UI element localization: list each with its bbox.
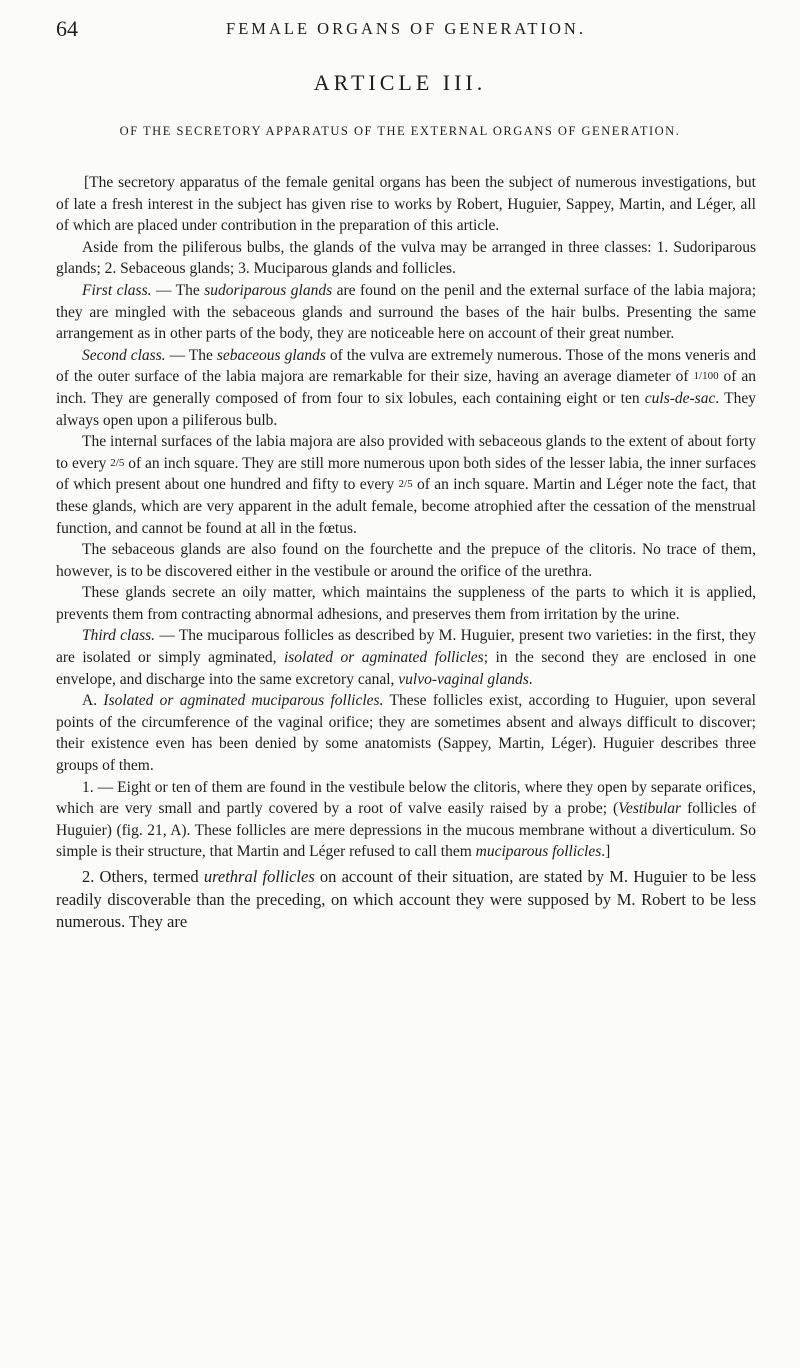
article-heading: ARTICLE III. — [313, 70, 487, 95]
culs-de-sac-term: culs-de-sac — [644, 389, 716, 407]
sebaceous-term: sebaceous glands — [216, 346, 326, 364]
paragraph-text: of the vulva are extremely numerous. Those of the mons veneris and of the outer surface of the labia majora are remarkable for their size, having an average diameter of — [56, 346, 757, 386]
page-number: 64 — [56, 16, 78, 41]
paragraph-urethral — [56, 866, 756, 934]
paragraph-vestibular — [56, 777, 756, 863]
paragraph-text: follicles of Huguier) (fig. 21, A). These follicles are mere depressions in the mucous membrane without a diverticulum. So simple is their structure, that Martin and Léger refused to call them — [56, 800, 757, 861]
paragraph-secretion: These glands secrete an oily matter, which maintains the suppleness of the parts to which it is applied, prevents them from contracting abnormal adhesions, and preserves them from irritation by the urine. — [56, 584, 756, 623]
second-class-label: Second class. — [82, 346, 166, 364]
section-a-title: Isolated or agminated muciparous follicles. — [103, 692, 384, 710]
paragraph-text: of an inch. They are generally composed of from four to six lobules, each containing eight or ten — [56, 368, 756, 407]
paragraph-text: . — [528, 670, 533, 688]
paragraph-text: of an inch square. They are still more numerous upon both sides of the lesser labia, the inner surfaces of which present about one hundred and fifty to every — [56, 454, 756, 494]
article-body — [56, 172, 756, 934]
article-subheading: OF THE SECRETORY APPARATUS OF THE EXTERNAL ORGANS OF GENERATION. — [119, 124, 681, 138]
dash-text: — The — [151, 281, 205, 299]
running-title: FEMALE ORGANS OF GENERATION. — [226, 19, 586, 38]
vulvo-vaginal-term: vulvo-vaginal glands — [398, 670, 529, 688]
third-class-label: Third class. — [82, 627, 156, 645]
paragraph-third-class — [56, 625, 756, 690]
paragraph-text: on account of their situation, are stated by M. Huguier to be less readily discoverable than the preceding, on which account they were supposed by M. Robert to be less numerous. They are — [56, 867, 756, 931]
paragraph-text: of an inch square. Martin and Léger note the fact, that these glands, which are very apparent in the adult female, become atrophied after the cessation of the menstrual function, and cannot be found at all in the fœtus. — [56, 476, 756, 537]
paragraph-internal-surfaces — [56, 431, 756, 539]
muciparous-term: muciparous follicles — [475, 843, 602, 861]
paragraph-first-class — [56, 280, 756, 345]
paragraph-fourchette: The sebaceous glands are also found on the fourchette and the prepuce of the clitoris. No trace of them, however, is to be discovered either in the vestibule or around the orifice of the urethra. — [56, 541, 756, 580]
urethral-term: urethral follicles — [203, 867, 315, 886]
paragraph-text: are found on the penil and the external surface of the labia majora; they are mingled with the sebaceous glands and surround the bases of the hair bulbs. Presenting the same arrangement as in other parts of the body, they are noticeable here on account of their great number. — [56, 281, 756, 343]
paragraph-text: The internal surfaces of the labia majora are also provided with sebaceous glands to the extent of about forty to every — [56, 433, 756, 472]
paragraph-second-class — [56, 345, 756, 431]
first-class-label: First class. — [82, 281, 152, 299]
vestibular-term: Vestibular — [618, 800, 682, 818]
paragraph-intro: [The secretory apparatus of the female genital organs has been the subject of numerous investigations, but of late a fresh interest in the subject has given rise to works by Robert, Huguier, Sappey, Martin, and Léger, all of which are placed under contribution in the preparation of this article. — [56, 174, 756, 235]
paragraph-text: . They always open upon a piliferous bulb. — [56, 389, 756, 429]
paragraph-section-a — [56, 690, 756, 776]
fraction: 1/100 — [693, 370, 719, 383]
isolated-term: isolated or agminated follicles — [283, 649, 484, 667]
paragraph-text: .] — [601, 843, 611, 861]
paragraph-text: These follicles exist, according to Huguier, upon several points of the circumference of the vaginal orifice; they are sometimes absent and always difficult to discover; their existence even has been denied by some anatomists (Sappey, Martin, Léger). Huguier describes three groups of them. — [56, 692, 756, 775]
section-a-label: A. — [82, 692, 104, 710]
fraction: 2/5 — [398, 478, 413, 491]
fraction: 2/5 — [110, 456, 125, 469]
dash-text: — The — [165, 346, 217, 364]
paragraph-text: 2. Others, termed — [82, 867, 204, 886]
sudoriparous-term: sudoriparous glands — [204, 281, 333, 299]
running-head — [56, 16, 756, 42]
paragraph-text: 1. — Eight or ten of them are found in the vestibule below the clitoris, where they open by separate orifices, which are very small and partly covered by a root of valve easily raised by a probe; ( — [56, 778, 756, 818]
paragraph-text: ; in the second they are enclosed in one envelope, and discharge into the same excretory canal, — [56, 649, 756, 688]
paragraph-classes: Aside from the piliferous bulbs, the glands of the vulva may be arranged in three classes: 1. Sudoriparous glands; 2. Sebaceous glands; 3. Muciparous glands and follicles. — [56, 238, 756, 278]
paragraph-text: — The muciparous follicles as described by M. Huguier, present two varieties: in the first, they are isolated or simply agminated, — [56, 627, 756, 667]
